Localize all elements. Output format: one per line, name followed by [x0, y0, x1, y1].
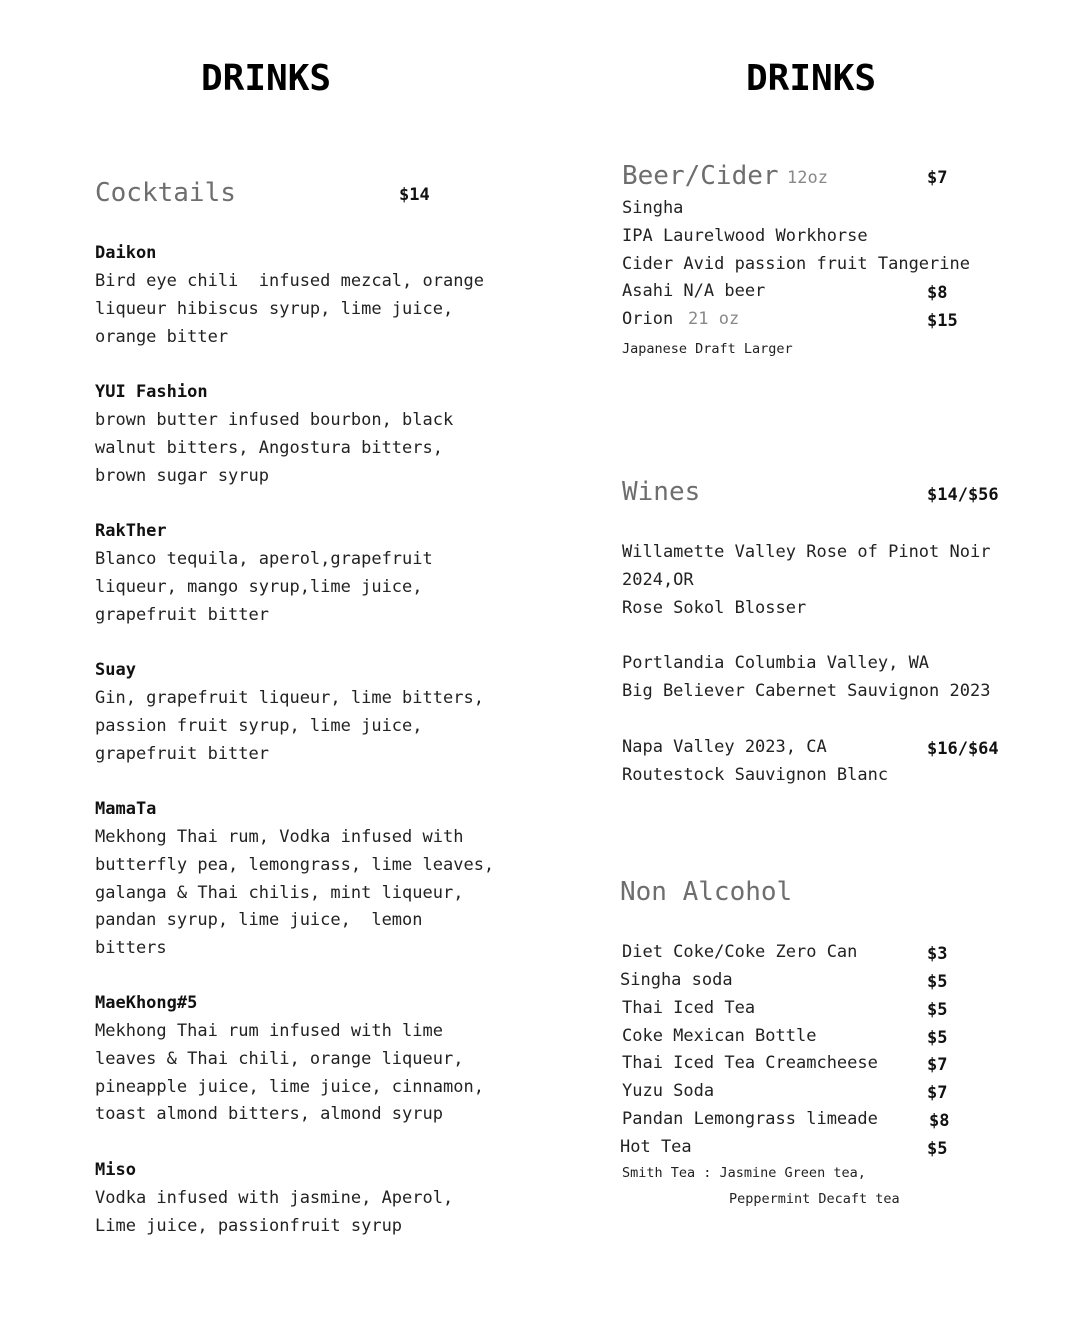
beer-cider: Cider Avid passion fruit Tangerine — [622, 254, 970, 274]
tea-note-2: Peppermint Decaft tea — [729, 1191, 900, 1207]
non-alcohol-item-name: Hot Tea — [620, 1137, 692, 1157]
beer-orion-note: Japanese Draft Larger — [622, 341, 793, 357]
cocktail-description-line: grapefruit bitter — [95, 604, 269, 625]
cocktail-name: MaeKhong#5 — [95, 993, 198, 1013]
cocktail-description-line: Blanco tequila, aperol,grapefruit — [95, 549, 433, 569]
non-alcohol-item-price: $7 — [927, 1055, 948, 1075]
cocktails-price: $14 — [399, 185, 430, 205]
wine-3-region: Napa Valley 2023, CA — [622, 737, 827, 757]
non-alcohol-item-price: $5 — [927, 1000, 948, 1020]
wine-3-price: $16/$64 — [927, 739, 999, 759]
wine-2-region: Portlandia Columbia Valley, WA — [622, 653, 930, 673]
wine-2-name: Big Believer Cabernet Sauvignon 2023 — [622, 681, 991, 701]
left-title: DRINKS — [201, 58, 332, 99]
cocktail-name: Miso — [95, 1160, 136, 1180]
cocktail-description-line: brown butter infused bourbon, black — [95, 410, 454, 430]
non-alcohol-item-price: $3 — [927, 944, 948, 964]
cocktail-description-line: walnut bitters, Angostura bitters, — [95, 437, 443, 458]
non-alcohol-item-name: Coke Mexican Bottle — [622, 1026, 817, 1046]
cocktail-description-line: leaves & Thai chili, orange liqueur, — [95, 1048, 464, 1069]
beer-size: 12oz — [787, 168, 828, 188]
cocktail-description-line: butterfly pea, lemongrass, lime leaves, — [95, 854, 495, 875]
cocktails-heading: Cocktails — [95, 178, 236, 208]
non-alcohol-item-price: $8 — [929, 1111, 950, 1131]
non-alcohol-item-price: $5 — [927, 1139, 948, 1159]
beer-cider-heading: Beer/Cider — [622, 161, 779, 191]
wines-heading: Wines — [622, 477, 701, 507]
beer-orion-size: 21 oz — [688, 309, 740, 329]
cocktail-description-line: liqueur, mango syrup,lime juice, — [95, 576, 423, 597]
tea-note-1: Smith Tea : Jasmine Green tea, — [622, 1165, 866, 1181]
cocktail-description-line: Bird eye chili infused mezcal, orange — [95, 271, 484, 291]
non-alcohol-item-name: Thai Iced Tea Creamcheese — [622, 1053, 878, 1073]
cocktail-description-line: Mekhong Thai rum infused with lime — [95, 1021, 443, 1041]
cocktail-name: YUI Fashion — [95, 382, 208, 402]
wine-1-name: Rose Sokol Blosser — [622, 598, 807, 618]
cocktail-description-line: pandan syrup, lime juice, lemon — [95, 910, 423, 931]
cocktail-description-line: toast almond bitters, almond syrup — [95, 1104, 443, 1125]
non-alcohol-item-name: Singha soda — [620, 970, 733, 990]
beer-asahi: Asahi N/A beer — [622, 281, 766, 301]
non-alcohol-item-name: Pandan Lemongrass limeade — [622, 1109, 878, 1129]
beer-ipa: IPA Laurelwood Workhorse — [622, 226, 868, 246]
cocktail-description-line: galanga & Thai chilis, mint liqueur, — [95, 882, 464, 903]
cocktail-description-line: orange bitter — [95, 326, 229, 347]
cocktail-description-line: Mekhong Thai rum, Vodka infused with — [95, 827, 464, 847]
wine-1-year: 2024,OR — [622, 570, 694, 590]
cocktail-name: Daikon — [95, 243, 157, 263]
cocktail-description-line: Gin, grapefruit liqueur, lime bitters, — [95, 688, 484, 708]
non-alcohol-heading: Non Alcohol — [620, 877, 793, 907]
non-alcohol-item-price: $5 — [927, 1028, 948, 1048]
cocktail-description-line: liqueur hibiscus syrup, lime juice, — [95, 298, 454, 319]
cocktail-description-line: passion fruit syrup, lime juice, — [95, 715, 423, 736]
cocktail-name: MamaTa — [95, 799, 157, 819]
wine-1-region: Willamette Valley Rose of Pinot Noir — [622, 542, 991, 562]
cocktail-name: RakTher — [95, 521, 167, 541]
non-alcohol-item-name: Thai Iced Tea — [622, 998, 756, 1018]
wine-3-name: Routestock Sauvignon Blanc — [622, 765, 889, 785]
non-alcohol-item-name: Diet Coke/Coke Zero Can — [622, 942, 858, 962]
beer-singha: Singha — [622, 198, 684, 218]
cocktail-description-line: grapefruit bitter — [95, 743, 269, 764]
cocktail-name: Suay — [95, 660, 136, 680]
right-title: DRINKS — [746, 58, 877, 99]
cocktail-description-line: bitters — [95, 938, 167, 959]
non-alcohol-item-price: $5 — [927, 972, 948, 992]
cocktail-description-line: Lime juice, passionfruit syrup — [95, 1215, 403, 1236]
beer-orion: Orion — [622, 309, 674, 329]
cocktail-description-line: Vodka infused with jasmine, Aperol, — [95, 1188, 454, 1208]
beer-asahi-price: $8 — [927, 283, 948, 303]
beer-price: $7 — [927, 168, 948, 188]
wines-price: $14/$56 — [927, 485, 999, 505]
cocktail-description-line: brown sugar syrup — [95, 465, 269, 486]
non-alcohol-item-name: Yuzu Soda — [622, 1081, 715, 1101]
beer-orion-price: $15 — [927, 311, 958, 331]
cocktail-description-line: pineapple juice, lime juice, cinnamon, — [95, 1076, 484, 1097]
non-alcohol-item-price: $7 — [927, 1083, 948, 1103]
